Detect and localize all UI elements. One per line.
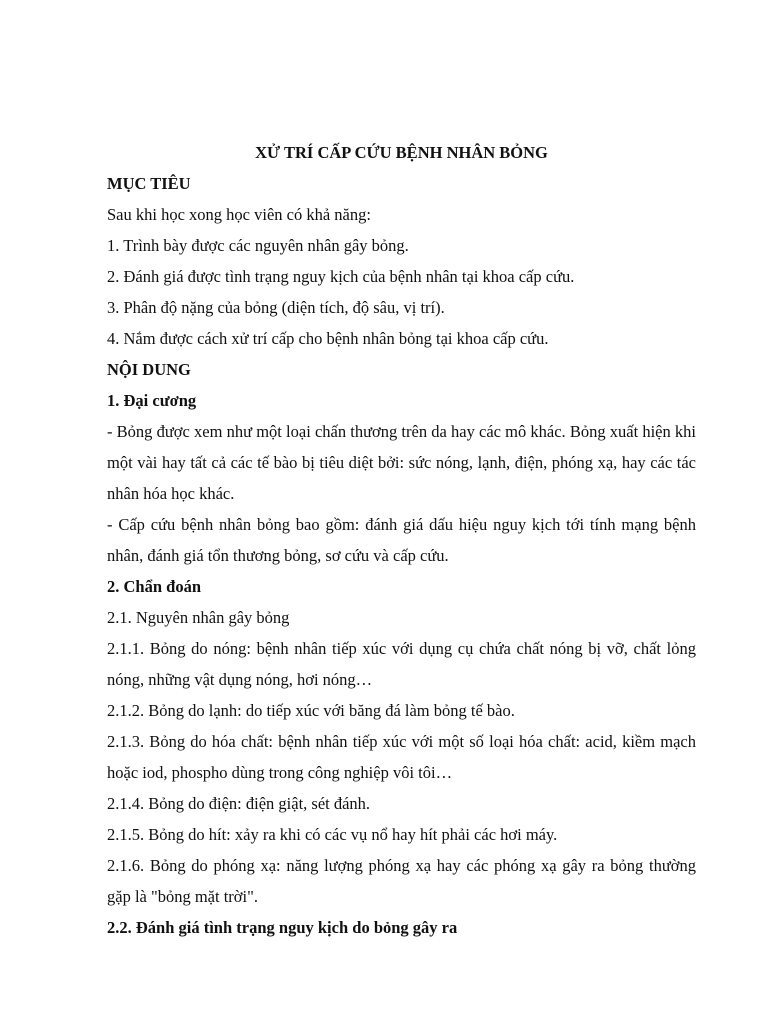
- cause-item: 2.1.5. Bỏng do hít: xảy ra khi có các vụ nổ hay hít phải các hơi máy.: [107, 825, 558, 844]
- section-1-heading: 1. Đại cương: [107, 391, 197, 410]
- objectives-heading: MỤC TIÊU: [107, 174, 191, 193]
- cause-item: 2.1.3. Bỏng do hóa chất: bệnh nhân tiếp xúc với một số loại hóa chất: acid, kiềm mạch hoặc iod, phospho dùng trong công nghiệp vôi tôi…: [107, 732, 696, 782]
- section-2-2-heading: 2.2. Đánh giá tình trạng nguy kịch do bỏng gây ra: [107, 918, 458, 937]
- objective-item: 3. Phân độ nặng của bỏng (diện tích, độ sâu, vị trí).: [107, 298, 445, 317]
- objectives-intro: Sau khi học xong học viên có khả năng:: [107, 205, 371, 224]
- cause-item: 2.1.2. Bỏng do lạnh: do tiếp xúc với băng đá làm bỏng tế bào.: [107, 701, 515, 720]
- section-2-1-heading: 2.1. Nguyên nhân gây bỏng: [107, 608, 290, 627]
- cause-item: 2.1.4. Bỏng do điện: điện giật, sét đánh.: [107, 794, 371, 813]
- objective-item: 1. Trình bày được các nguyên nhân gây bỏng.: [107, 236, 409, 255]
- content-heading: NỘI DUNG: [107, 360, 191, 379]
- section-1-paragraph: - Bỏng được xem như một loại chấn thương trên da hay các mô khác. Bỏng xuất hiện khi một vài hay tất cả các tế bào bị tiêu diệt bởi: sức nóng, lạnh, điện, phóng xạ, hay các tác nhân hóa học khác.: [107, 422, 696, 503]
- cause-item: 2.1.1. Bỏng do nóng: bệnh nhân tiếp xúc với dụng cụ chứa chất nóng bị vỡ, chất lỏng nóng, những vật dụng nóng, hơi nóng…: [107, 639, 696, 689]
- cause-item: 2.1.6. Bỏng do phóng xạ: năng lượng phóng xạ hay các phóng xạ gây ra bỏng thường gặp là "bỏng mặt trời".: [107, 856, 696, 906]
- objective-item: 2. Đánh giá được tình trạng nguy kịch của bệnh nhân tại khoa cấp cứu.: [107, 267, 575, 286]
- document-body: [107, 137, 696, 943]
- objective-item: 4. Nắm được cách xử trí cấp cho bệnh nhân bỏng tại khoa cấp cứu.: [107, 329, 549, 348]
- section-2-heading: 2. Chẩn đoán: [107, 577, 201, 596]
- section-1-paragraph: - Cấp cứu bệnh nhân bỏng bao gồm: đánh giá dấu hiệu nguy kịch tới tính mạng bệnh nhân, đánh giá tổn thương bỏng, sơ cứu và cấp cứu.: [107, 515, 696, 565]
- document-title: XỬ TRÍ CẤP CỨU BỆNH NHÂN BỎNG: [255, 143, 548, 162]
